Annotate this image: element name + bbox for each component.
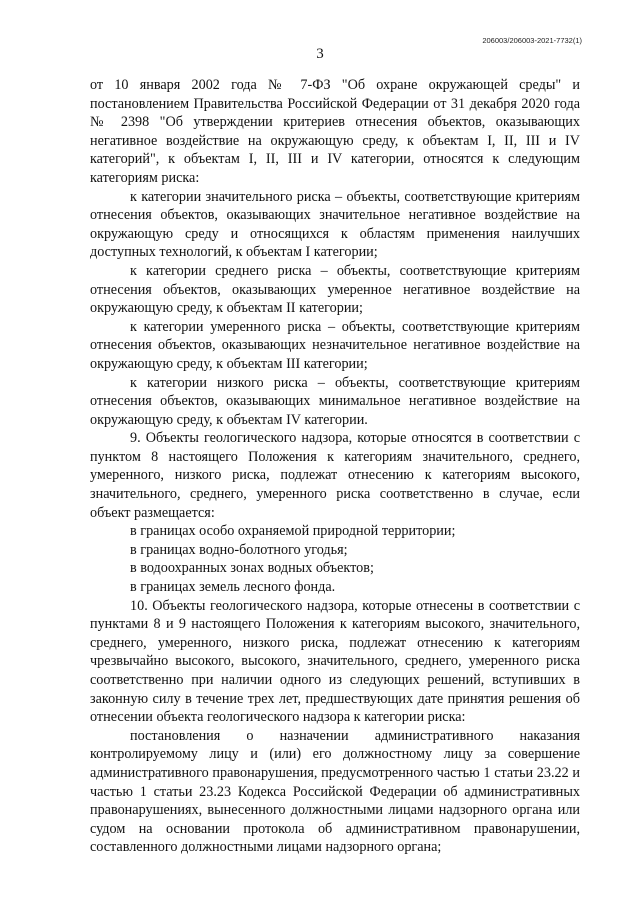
paragraph: к категории значительного риска – объекты, соответствующие критериям отнесения объектов, оказывающих значительное негативное воздействие на окружающую среду и относящихся к областям применения наилучших доступных технологий, к объектам I категории; [90,188,580,261]
page-number: 3 [316,46,324,62]
paragraph: к категории низкого риска – объекты, соответствующие критериям отнесения объектов, оказывающих минимальное негативное воздействие на окружающую среду, к объектам IV категории. [90,374,580,428]
list-item: в границах земель лесного фонда. [130,579,336,596]
paragraph: постановления о назначении административного наказания контролируемому лицу и (или) его должностному лицу за совершение административного правонарушения, предусмотренного частью 1 статьи 23.22 и частью 1 статьи 23.23 Кодекса Российской Федерации об административных правонарушениях, вынесенного должностными лицами надзорного органа или судом на основании протокола об административном правонарушении, составленного должностными лицами надзорного органа; [90,727,580,856]
document-body [90,76,580,857]
paragraph: 10. Объекты геологического надзора, которые отнесены в соответствии с пунктами 8 и 9 настоящего Положения к категориям высокого, значительного, среднего, умеренного, низкого риска, подлежат отнесению к категориям чрезвычайно высокого, высокого, значительного, среднего, умеренного риска соответственно при наличии одного из следующих решений, вступивших в законную силу в течение трех лет, предшествующих дате принятия решения об отнесении объекта геологического надзора к категории риска: [90,597,580,726]
paragraph: от 10 января 2002 года № 7-ФЗ "Об охране окружающей среды" и постановлением Правительства Российской Федерации от 31 декабря 2020 года № 2398 "Об утверждении критериев отнесения объектов, оказывающих негативное воздействие на окружающую среду, к объектам I, II, III и IV категорий", к объектам I, II, III и IV категории, относятся к следующим категориям риска: [90,77,580,186]
document-stamp: 206003/206003-2021-7732(1) [482,36,582,45]
list-item: в границах водно-болотного угодья; [130,541,348,558]
paragraph: 9. Объекты геологического надзора, которые относятся в соответствии с пунктом 8 настоящего Положения к категориям значительного, среднего, умеренного, низкого риска, подлежат отнесению к категориям высокого, значительного, среднего, умеренного риска соответственно в случае, если объект размещается: [90,430,580,521]
list-item: в границах особо охраняемой природной территории; [130,523,456,540]
paragraph: к категории среднего риска – объекты, соответствующие критериям отнесения объектов, оказывающих умеренное негативное воздействие на окружающую среду, к объектам II категории; [90,262,580,317]
paragraph: к категории умеренного риска – объекты, соответствующие критериям отнесения объектов, оказывающих незначительное негативное воздействие на окружающую среду, к объектам III категории; [90,318,580,372]
list-item: в водоохранных зонах водных объектов; [130,560,374,577]
